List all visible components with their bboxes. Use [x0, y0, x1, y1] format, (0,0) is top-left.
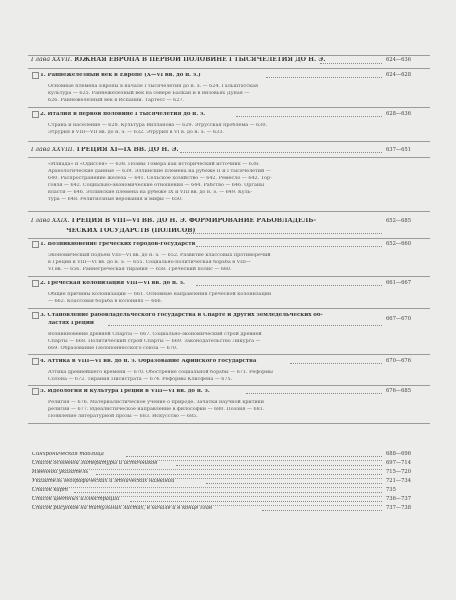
section-title: 1. Раннежелезный век в Европе (X—VI вв. до н. э.)	[40, 73, 201, 78]
section-summary-line: Экономический подъём VIII—VI вв. до н. э. — 652. Развитие классовых противоречий	[48, 253, 271, 258]
leader-dots	[96, 474, 382, 475]
section-summary-line: Страна и население — 628. Культура Вилланова — 629. Этрусская проблема — 630.	[48, 123, 268, 128]
section-pages: 670—676	[386, 358, 411, 364]
index-rule	[32, 487, 382, 488]
section-pages: 676—685	[386, 388, 411, 394]
leader-dots	[180, 152, 382, 153]
leader-dots	[246, 393, 382, 394]
section-summary-line: — 662. Классовая борьба в колониях — 666.	[48, 299, 163, 304]
section-title: 3. Становление рабовладельческого государства в Спарте и других земледельческих об-	[40, 313, 323, 318]
chapter-pages: 624—636	[386, 57, 411, 63]
section-summary-line: Солона — 672. Тирания Писистрата — 674. Реформы Клисфена — 675.	[48, 377, 233, 382]
chapter-pages: 637—651	[386, 147, 411, 153]
chapter-summary-line: 640. Распространение железа — 641. Сельское хозяйство — 642. Ремесло — 642. Тор-	[48, 176, 272, 181]
leader-dots	[236, 116, 382, 117]
leader-dots	[74, 492, 382, 493]
section-summary-line: VI вв. — 656. Раннегреческая тирания — 658. Греческий полис — 660.	[48, 267, 232, 272]
index-rule	[32, 478, 382, 479]
index-rule	[32, 469, 382, 470]
section-pages: 661—667	[386, 280, 411, 286]
chapter-summary-line: Археологические данные — 639. Эллинские племена на рубеже II и I тысячелетий —	[48, 169, 271, 174]
section-box	[32, 388, 39, 395]
leader-dots	[262, 510, 382, 511]
section-title: 2. Италия в первой половине I тысячелетия до н. э.	[40, 112, 206, 117]
leader-dots	[290, 363, 382, 364]
index-pages: 688—696	[386, 451, 411, 457]
chapter-heading-cont: ЧЕСКИХ ГОСУДАРСТВ (ПОЛИСОВ)	[66, 228, 196, 234]
chapter-summary-line: «Илиада» и «Одиссея» — 638. Поэмы Гомера как исторический источник — 638.	[48, 162, 260, 167]
index-rule	[32, 505, 382, 506]
section-title-cont: ластях Греции	[48, 321, 94, 326]
section-pages: 652—660	[386, 241, 411, 247]
leader-dots	[126, 456, 382, 457]
leader-dots	[266, 77, 382, 78]
index-pages: 736—737	[386, 496, 411, 502]
chapter-summary-line: тура — 648. Религиозные верования и мифы — 650.	[48, 197, 183, 202]
section-title: 2. Греческая колонизация VIII—VI вв. до н. э.	[40, 281, 185, 286]
index-entry: Синхроническая таблица	[32, 452, 104, 457]
leader-dots	[186, 233, 382, 234]
index-rule	[32, 460, 382, 461]
section-summary-line: Основные племена Европы в начале I тысячелетия до н. э. — 624. Гальштатская	[48, 84, 259, 89]
section-summary-line: Спарты — 668. Политический строй Спарты — 669. Законодательство Ликурга —	[48, 339, 261, 344]
section-pages: 624—628	[386, 72, 411, 78]
section-box	[32, 111, 39, 118]
section-box	[32, 312, 39, 319]
section-rule	[28, 354, 430, 355]
chapter-rule	[28, 157, 430, 158]
section-summary-line: культура — 625. Раннежелезный век на севере Балкан и в низовьях Дуная —	[48, 91, 250, 96]
index-entry: Список цветных иллюстраций	[32, 497, 120, 502]
index-pages: 697—714	[386, 460, 411, 466]
section-summary-line: Общие причины колонизации — 661. Основные направления греческой колонизации	[48, 292, 272, 297]
section-box	[32, 280, 39, 287]
chapter-rule	[28, 55, 430, 56]
index-pages: 721—734	[386, 478, 411, 484]
index-entry: Список карт	[32, 488, 68, 493]
section-summary-line: 669. Образование Пелопоннесского союза — 670.	[48, 346, 178, 351]
section-title: 1. Возникновение греческих городов-государств	[40, 242, 196, 247]
section-summary-line: Этрурия в VIII—VII вв. до н. э. — 632. Этрурия в VI в. до н. э. — 633.	[48, 130, 224, 135]
leader-dots	[176, 465, 382, 466]
chapter-heading: Глава XXVIII. ГРЕЦИЯ XI—IX ВВ. ДО Н. Э.	[31, 147, 179, 153]
index-rule	[32, 496, 382, 497]
chapter-pages: 652—685	[386, 218, 411, 224]
section-box	[32, 72, 39, 79]
index-entry: Список основной литературы и источников	[32, 461, 158, 466]
chapter-summary-line: говля — 642. Социально-экономические отношения — 644. Рабство — 646. Органы	[48, 183, 265, 188]
section-rule	[28, 276, 430, 277]
index-entry: Указатель географических и этнических названий	[32, 479, 175, 484]
section-summary-line: Религия — 676. Материалистическое учение о природе. Зачатки научной критики	[48, 400, 265, 405]
section-rule	[28, 423, 430, 424]
leader-dots	[130, 501, 382, 502]
section-rule	[28, 107, 430, 108]
index-pages: 735	[386, 487, 396, 493]
chapter-rule	[28, 211, 430, 212]
section-summary-line: Аттика древнейшего времени — 670. Обострение социальной борьбы — 671. Реформы	[48, 370, 273, 375]
chapter-rule	[28, 141, 430, 142]
section-title: 5. Идеология и культура Греции в VIII—VI вв. до н. э.	[40, 389, 210, 394]
section-pages: 667—670	[386, 316, 411, 322]
section-summary-line: в Греции в VIII—VI вв. до н. э. — 655. Социально-политическая борьба в VIII—	[48, 260, 251, 265]
section-box	[32, 358, 39, 365]
section-title: 4. Аттика в VIII—VI вв. до н. э. Образование Афинского государства	[40, 359, 257, 364]
section-rule	[28, 308, 430, 309]
section-summary-line: религии — 677. Идеалистическое направление в философии — 680. Поэзия — 681.	[48, 407, 265, 412]
section-rule	[28, 385, 430, 386]
index-pages: 715—720	[386, 469, 411, 475]
section-pages: 628—636	[386, 111, 411, 117]
chapter-heading: Глава XXVII. ЮЖНАЯ ЕВРОПА В ПЕРВОЙ ПОЛОВИНЕ I ТЫСЯЧЕЛЕТИЯ ДО Н. Э.	[31, 57, 326, 63]
leader-dots	[108, 325, 382, 326]
section-summary-line: 626. Раннежелезный век в Испании. Тартесс — 627.	[48, 98, 185, 103]
section-box	[32, 241, 39, 248]
chapter-heading: Глава XXIX. ГРЕЦИЯ В VIII—VI ВВ. ДО Н. Э. ФОРМИРОВАНИЕ РАБОВЛАДЕЛЬ-	[31, 218, 316, 224]
index-entry: Именной указатель	[32, 470, 89, 475]
chapter-summary-line: власти — 646. Эллинские племена на рубеже IX и VIII вв. до н. э. — 649. Куль-	[48, 190, 253, 195]
section-rule	[28, 238, 430, 239]
index-entry: Список рисунков на титульных листах, в начале и в конце глав	[32, 506, 212, 511]
section-summary-line: Появление литературной прозы — 683. Искусство — 685.	[48, 414, 198, 419]
leader-dots	[196, 246, 382, 247]
leader-dots	[206, 483, 382, 484]
section-summary-line: Возникновение древней Спарты — 667. Социально-экономический строй древней	[48, 332, 262, 337]
leader-dots	[196, 285, 382, 286]
index-pages: 737—738	[386, 505, 411, 511]
leader-dots	[320, 63, 382, 64]
section-rule	[28, 68, 430, 69]
